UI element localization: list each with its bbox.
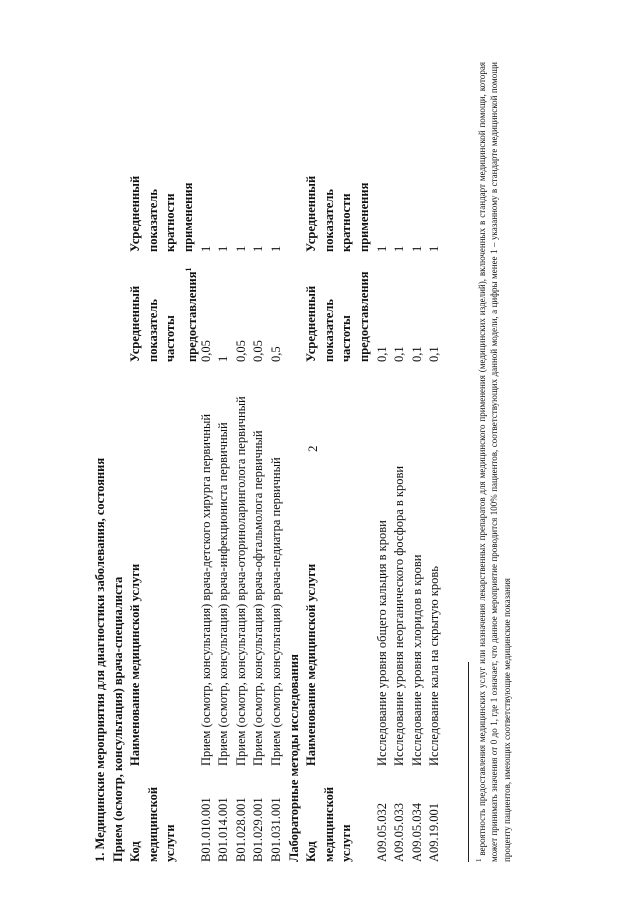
footnote-text: вероятность предоставления медицинских услуг или назначения лекарственных препаратов для медицинского применения (медицинских изделий), включенных в стандарт медицинской помощи, которая может принимать значения от 0 до 1, где 1 означает, что данное мероприятие проводится 100% пациентов, соответствующих данной модели, а цифры менее 1 – указанному в стандарте медицинской помощи проценту пациентов, имеющих соответствующие медицинские показания (476, 61, 512, 862)
row-code: B01.029.001 (251, 797, 266, 862)
table-row (250, 62, 268, 862)
row-code: B01.014.001 (216, 797, 231, 862)
table1-header-name: Наименование медицинской услуги (128, 563, 143, 766)
table1-subtitle: Прием (осмотр, консультация) врача-специалиста (110, 576, 125, 862)
row-frequency: 0,05 (198, 340, 213, 362)
table-row (409, 62, 427, 862)
table2-header (303, 62, 373, 862)
footnote-marker: 1 (474, 858, 483, 862)
table2-subtitle: Лабораторные методы исследования (286, 654, 301, 862)
row-frequency: 0,1 (374, 346, 389, 362)
row-name: Исследование уровня неорганического фосфора в крови (392, 465, 407, 766)
row-code: A09.05.032 (374, 802, 389, 862)
table1-header-frequency-text: Усредненный показатель частоты предоставления (128, 271, 200, 362)
table-row (198, 62, 216, 862)
table-row (215, 62, 233, 862)
footnote-ref: 1 (183, 267, 193, 272)
row-name: Прием (осмотр, консультация) врача-оториноларинголога первичный (233, 396, 248, 766)
row-frequency: 1 (216, 355, 231, 362)
row-multiplicity: 1 (409, 245, 424, 252)
table2-header-name: Наименование медицинской услуги (304, 563, 319, 766)
row-multiplicity: 1 (198, 245, 213, 252)
row-code: A09.05.034 (409, 802, 424, 862)
table-row (268, 62, 286, 862)
table1-header-multiplicity: Усредненный показатель кратности применения (128, 175, 195, 252)
row-multiplicity: 1 (268, 245, 283, 252)
row-frequency: 0,05 (233, 340, 248, 362)
row-name: Исследование уровня хлоридов в крови (409, 554, 424, 766)
row-code: B01.010.001 (198, 797, 213, 862)
row-name: Прием (осмотр, консультация) врача-педиатра первичный (268, 457, 283, 766)
row-name: Исследование уровня общего кальция в крови (374, 520, 389, 766)
row-name: Прием (осмотр, консультация) врача-детского хирурга первичный (198, 413, 213, 766)
table-row (233, 62, 251, 862)
section-title: 1. Медицинские мероприятия для диагностики заболевания, состояния (93, 457, 107, 862)
row-frequency: 0,5 (268, 346, 283, 362)
row-code: B01.028.001 (233, 797, 248, 862)
rotated-page-content (92, 62, 522, 862)
row-multiplicity: 1 (374, 245, 389, 252)
table2-header-code: Код медицинской услуги (304, 786, 354, 862)
table2-header-frequency: Усредненный показатель частоты предоставления (304, 271, 371, 362)
table1-header (127, 62, 200, 862)
table-row (374, 62, 392, 862)
row-code: B01.031.001 (268, 797, 283, 862)
row-name: Прием (осмотр, консультация) врача-офтальмолога первичный (251, 430, 266, 766)
row-multiplicity: 1 (216, 245, 231, 252)
table-row (391, 62, 409, 862)
row-frequency: 0,1 (392, 346, 407, 362)
table-row (426, 62, 444, 862)
page-number: 2 (305, 445, 320, 452)
row-code: A09.05.033 (392, 802, 407, 862)
row-name: Прием (осмотр, консультация) врача-инфекциониста первичный (216, 422, 231, 766)
row-multiplicity: 1 (233, 245, 248, 252)
row-multiplicity: 1 (251, 245, 266, 252)
row-code: A09.19.001 (427, 802, 442, 862)
table1-header-frequency (127, 257, 202, 362)
row-multiplicity: 1 (427, 245, 442, 252)
row-frequency: 0,1 (427, 346, 442, 362)
row-frequency: 0,1 (409, 346, 424, 362)
table2-header-multiplicity: Усредненный показатель кратности применения (304, 175, 371, 252)
row-multiplicity: 1 (392, 245, 407, 252)
row-frequency: 0,05 (251, 340, 266, 362)
row-name: Исследование кала на скрытую кровь (427, 566, 442, 766)
table1-header-code: Код медицинской услуги (128, 786, 178, 862)
footnote (473, 62, 514, 862)
